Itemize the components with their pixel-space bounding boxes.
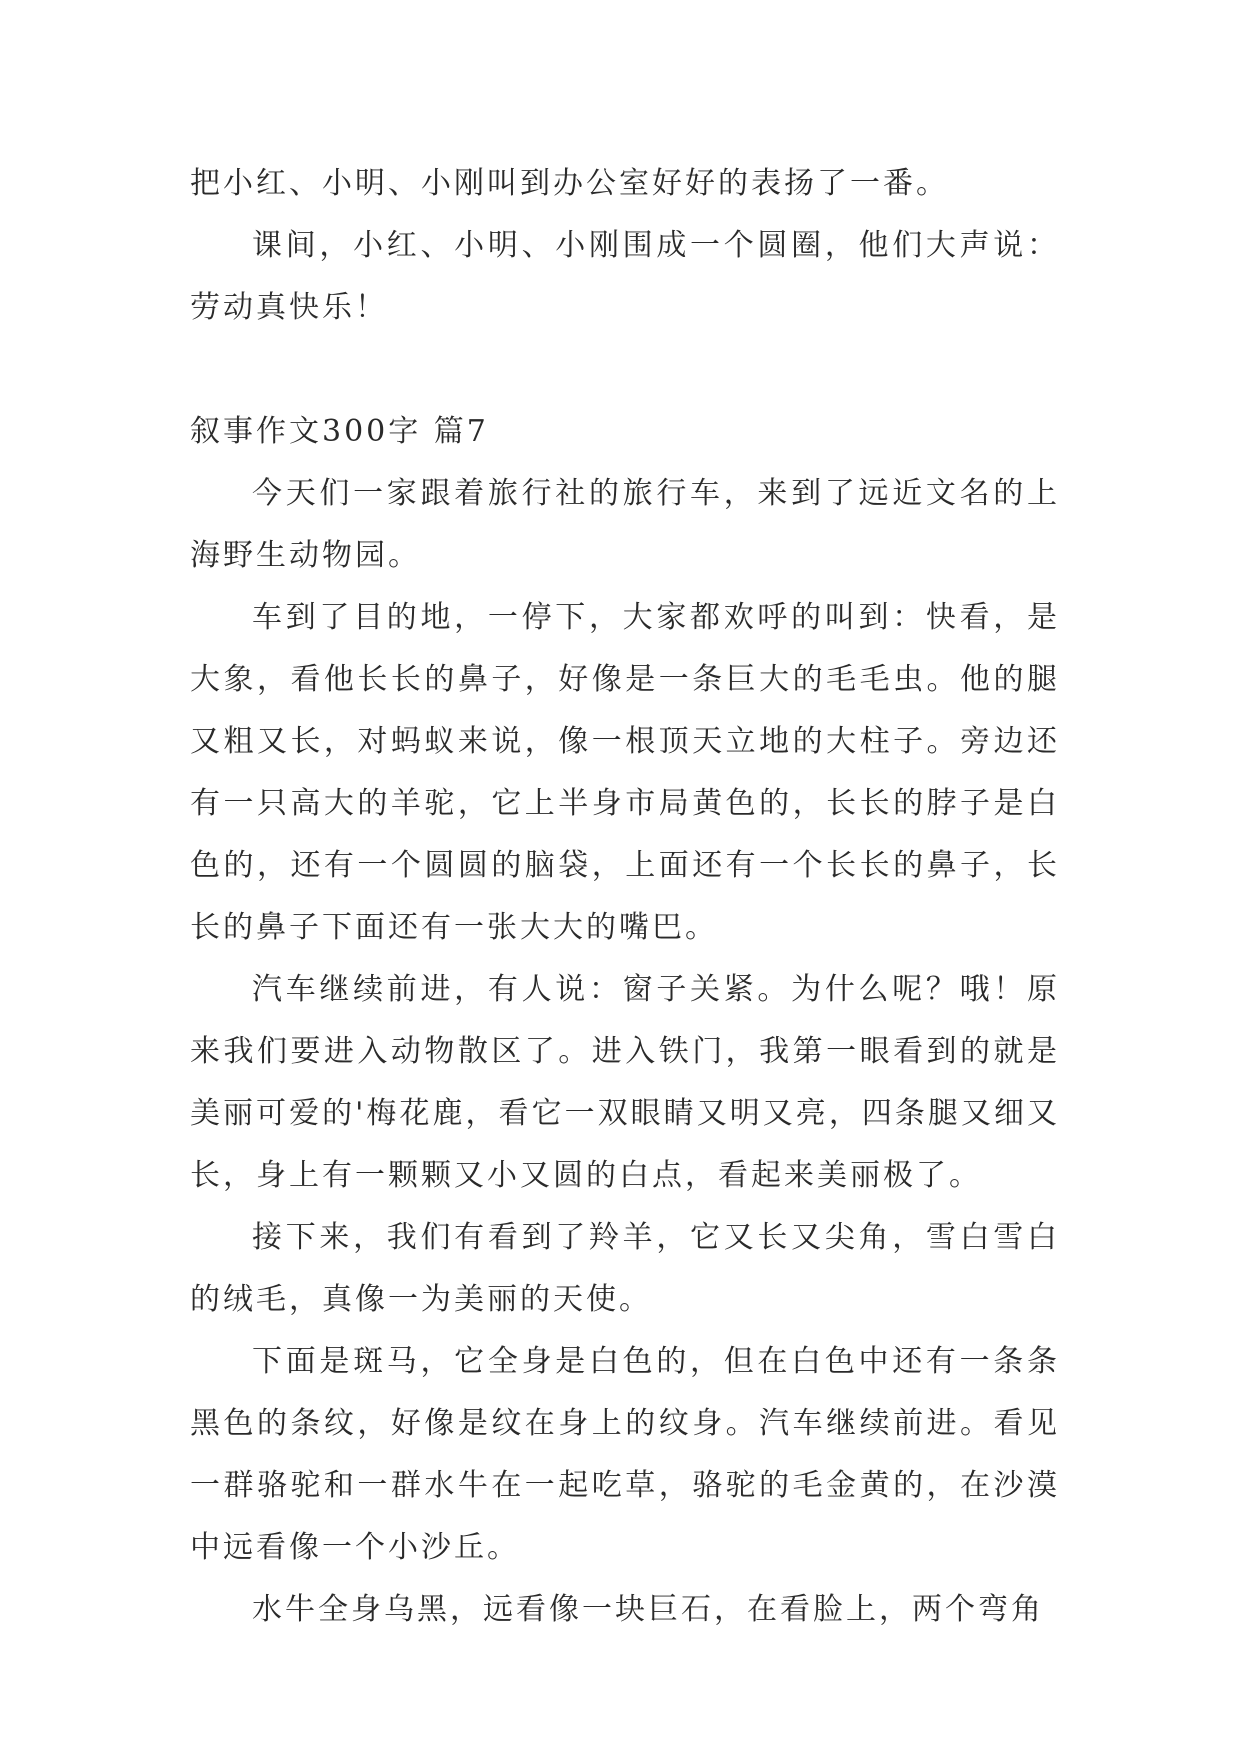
paragraph: 水牛全身乌黑，远看像一块巨石，在看脸上，两个弯角 xyxy=(252,1592,1044,1627)
paragraph: 今天们一家跟着旅行社的旅行车，来到了远近文名的上海野生动物园。 xyxy=(190,476,1060,573)
document-body xyxy=(190,153,1060,1641)
paragraph: 车到了目的地，一停下，大家都欢呼的叫到：快看，是大象，看他长长的鼻子，好像是一条巨大的毛毛虫。他的腿又粗又长，对蚂蚁来说，像一根顶天立地的大柱子。旁边还有一只高大的羊驼，它上半身市局黄色的，长长的脖子是白色的，还有一个圆圆的脑袋，上面还有一个长长的鼻子，长长的鼻子下面还有一张大大的嘴巴。 xyxy=(190,600,1060,945)
paragraph: 汽车继续前进，有人说：窗子关紧。为什么呢？哦！原来我们要进入动物散区了。进入铁门，我第一眼看到的就是美丽可爱的'梅花鹿，看它一双眼睛又明又亮，四条腿又细又长，身上有一颗颗又小又圆的白点，看起来美丽极了。 xyxy=(190,972,1060,1193)
paragraph: 把小红、小明、小刚叫到办公室好好的表扬了一番。 xyxy=(190,166,949,201)
section-spacer xyxy=(190,339,1060,401)
section-heading: 叙事作文300字 篇7 xyxy=(190,414,489,449)
paragraph: 课间，小红、小明、小刚围成一个圆圈，他们大声说：劳动真快乐！ xyxy=(190,228,1060,325)
paragraph: 下面是斑马，它全身是白色的，但在白色中还有一条条黑色的条纹，好像是纹在身上的纹身。汽车继续前进。看见一群骆驼和一群水牛在一起吃草，骆驼的毛金黄的，在沙漠中远看像一个小沙丘。 xyxy=(190,1344,1060,1565)
paragraph: 接下来，我们有看到了羚羊，它又长又尖角，雪白雪白的绒毛，真像一为美丽的天使。 xyxy=(190,1220,1060,1317)
